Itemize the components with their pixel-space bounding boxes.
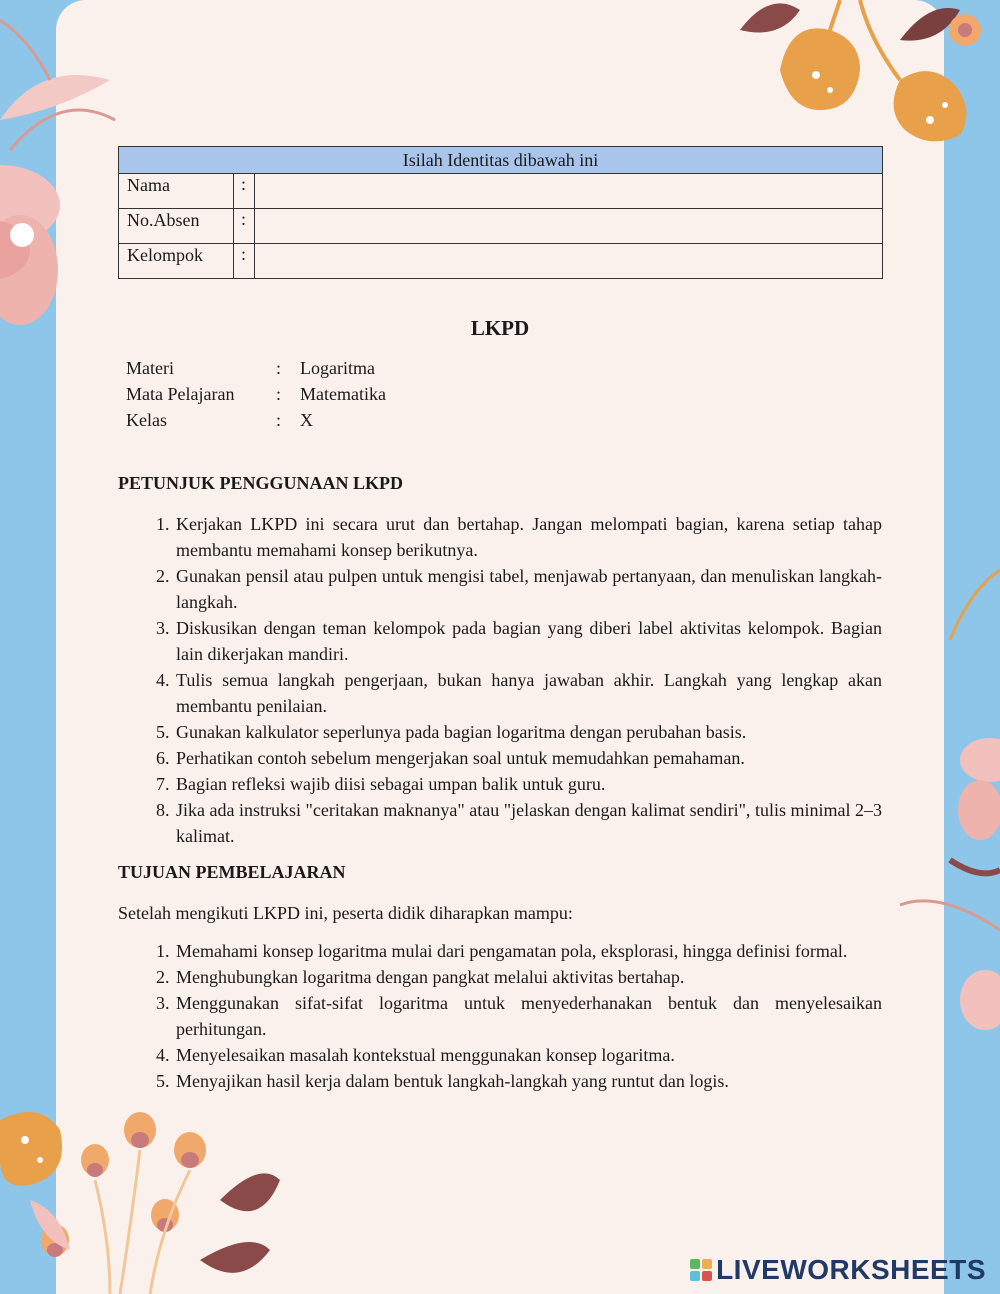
meta-value: Logaritma <box>300 358 375 378</box>
list-item <box>118 990 882 1042</box>
list-number: 2. <box>156 566 170 586</box>
meta-key: Materi <box>126 358 174 378</box>
identity-header: Isilah Identitas dibawah ini <box>119 147 883 174</box>
meta-key: Kelas <box>126 410 167 430</box>
list-item <box>118 745 882 771</box>
list-item <box>118 797 882 849</box>
tujuan-intro: Setelah mengikuti LKPD ini, peserta didik diharapkan mampu: <box>118 903 573 923</box>
list-item <box>118 1068 882 1094</box>
list-number: 2. <box>156 967 170 987</box>
list-number: 4. <box>156 670 170 690</box>
meta-colon: : <box>276 384 282 404</box>
meta-row <box>126 381 386 407</box>
list-text: Gunakan kalkulator seperlunya pada bagian logaritma dengan perubahan basis. <box>176 722 747 742</box>
brand-name: LIVEWORKSHEETS <box>716 1254 986 1285</box>
meta-row <box>126 407 386 433</box>
petunjuk-heading: PETUNJUK PENGGUNAAN LKPD <box>118 473 404 493</box>
identity-colon: : <box>234 209 255 244</box>
list-number: 7. <box>156 774 170 794</box>
list-text: Menggunakan sifat-sifat logaritma untuk menyederhanakan bentuk dan menyelesaikan perhitungan. <box>176 993 882 1039</box>
list-text: Diskusikan dengan teman kelompok pada bagian yang diberi label aktivitas kelompok. Bagian lain dikerjakan mandiri. <box>176 618 882 664</box>
identity-colon: : <box>234 244 255 279</box>
tujuan-list <box>118 938 882 1094</box>
tujuan-heading: TUJUAN PEMBELAJARAN <box>118 862 346 882</box>
list-number: 1. <box>156 514 170 534</box>
kelompok-field[interactable] <box>255 244 883 279</box>
absen-field[interactable] <box>255 209 883 244</box>
meta-colon: : <box>276 358 282 378</box>
list-item <box>118 719 882 745</box>
list-item <box>118 563 882 615</box>
list-text: Menyelesaikan masalah kontekstual menggunakan konsep logaritma. <box>176 1045 675 1065</box>
list-number: 3. <box>156 618 170 638</box>
identity-row-absen <box>119 209 883 244</box>
list-text: Memahami konsep logaritma mulai dari pengamatan pola, eksplorasi, hingga definisi formal. <box>176 941 848 961</box>
list-number: 6. <box>156 748 170 768</box>
liveworksheets-logo[interactable] <box>690 1254 986 1286</box>
list-text: Gunakan pensil atau pulpen untuk mengisi tabel, menjawab pertanyaan, dan menuliskan langkah-langkah. <box>176 566 882 612</box>
meta-key: Mata Pelajaran <box>126 384 235 404</box>
meta-colon: : <box>276 410 282 430</box>
petunjuk-list <box>118 511 882 849</box>
list-text: Bagian refleksi wajib diisi sebagai umpan balik untuk guru. <box>176 774 606 794</box>
list-number: 1. <box>156 941 170 961</box>
list-text: Menyajikan hasil kerja dalam bentuk langkah-langkah yang runtut dan logis. <box>176 1071 729 1091</box>
identity-label: Nama <box>119 174 234 209</box>
list-item <box>118 964 882 990</box>
list-item <box>118 938 882 964</box>
identity-table <box>118 146 883 279</box>
liveworksheets-icon <box>690 1259 712 1281</box>
identity-colon: : <box>234 174 255 209</box>
list-text: Menghubungkan logaritma dengan pangkat melalui aktivitas bertahap. <box>176 967 685 987</box>
meta-value: X <box>300 410 313 430</box>
meta-value: Matematika <box>300 384 386 404</box>
name-field[interactable] <box>255 174 883 209</box>
list-number: 3. <box>156 993 170 1013</box>
list-number: 5. <box>156 722 170 742</box>
identity-label: Kelompok <box>119 244 234 279</box>
meta-info <box>126 355 386 433</box>
list-text: Jika ada instruksi "ceritakan maknanya" atau "jelaskan dengan kalimat sendiri", tulis minimal 2–3 kalimat. <box>176 800 882 846</box>
identity-row-nama <box>119 174 883 209</box>
identity-row-kelompok <box>119 244 883 279</box>
list-item <box>118 615 882 667</box>
list-text: Tulis semua langkah pengerjaan, bukan hanya jawaban akhir. Langkah yang lengkap akan membantu penilaian. <box>176 670 882 716</box>
list-text: Perhatikan contoh sebelum mengerjakan soal untuk memudahkan pemahaman. <box>176 748 745 768</box>
meta-row <box>126 355 386 381</box>
list-item <box>118 511 882 563</box>
list-item <box>118 667 882 719</box>
list-item <box>118 771 882 797</box>
identity-label: No.Absen <box>119 209 234 244</box>
list-number: 8. <box>156 800 170 820</box>
list-item <box>118 1042 882 1068</box>
page-title: LKPD <box>470 316 530 340</box>
list-number: 4. <box>156 1045 170 1065</box>
list-text: Kerjakan LKPD ini secara urut dan bertahap. Jangan melompati bagian, karena setiap tahap membantu memahami konsep berikutnya. <box>176 514 882 560</box>
list-number: 5. <box>156 1071 170 1091</box>
